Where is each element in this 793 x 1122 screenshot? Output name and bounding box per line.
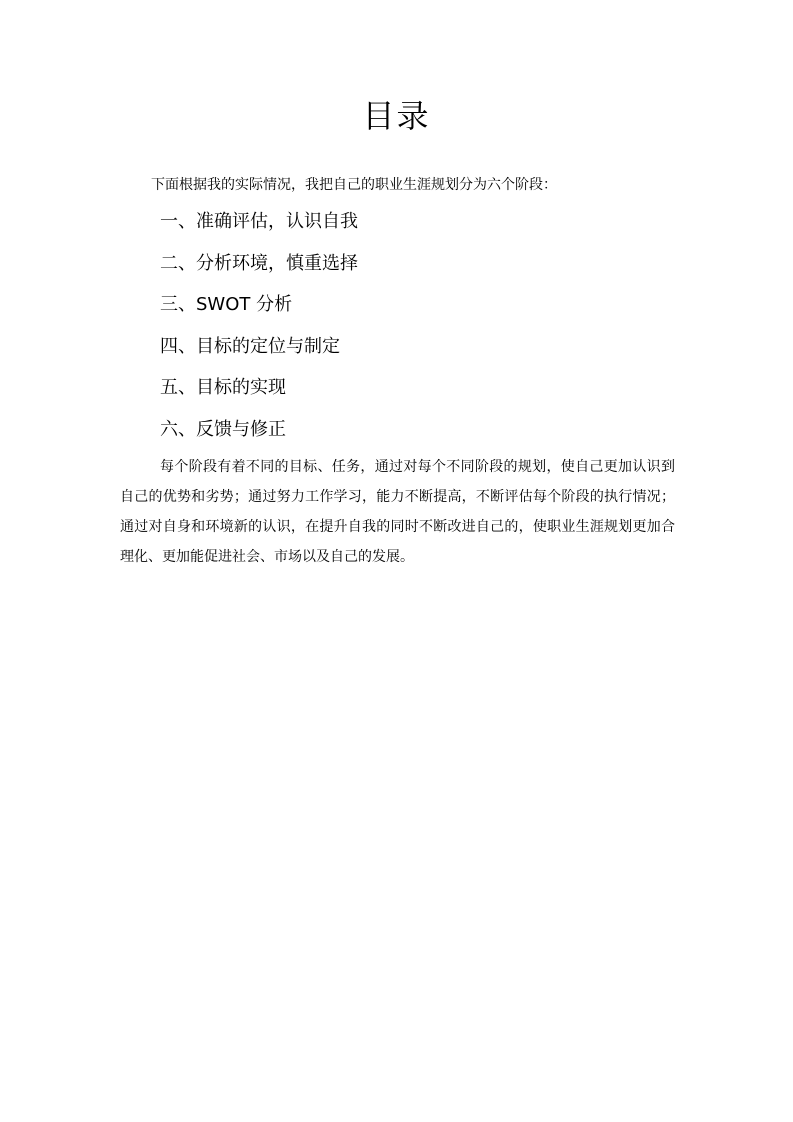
table-of-contents — [160, 204, 358, 453]
toc-item-3: 三、SWOT 分析 — [160, 294, 293, 315]
intro-text: 下面根据我的实际情况，我把自己的职业生涯规划分为六个阶段： — [151, 177, 557, 193]
toc-item-1: 一、准确评估，认识自我 — [160, 211, 358, 232]
page-title: 目录 — [362, 97, 431, 135]
toc-item-5: 五、目标的实现 — [160, 377, 286, 398]
toc-item-2: 二、分析环境，慎重选择 — [160, 252, 358, 274]
toc-item-4: 四、目标的定位与制定 — [160, 335, 340, 357]
body-paragraph: 每个阶段有着不同的目标、任务，通过对每个不同阶段的规划，使自己更加认识到自己的优势和劣势；通过努力工作学习，能力不断提高，不断评估每个阶段的执行情况；通过对自身和环境新的认识，在提升自我的同时不断改进自己的，使职业生涯规划更加合理化、更加能促进社会、市场以及自己的发展。 — [120, 459, 675, 565]
toc-item-6: 六、反馈与修正 — [160, 418, 286, 440]
